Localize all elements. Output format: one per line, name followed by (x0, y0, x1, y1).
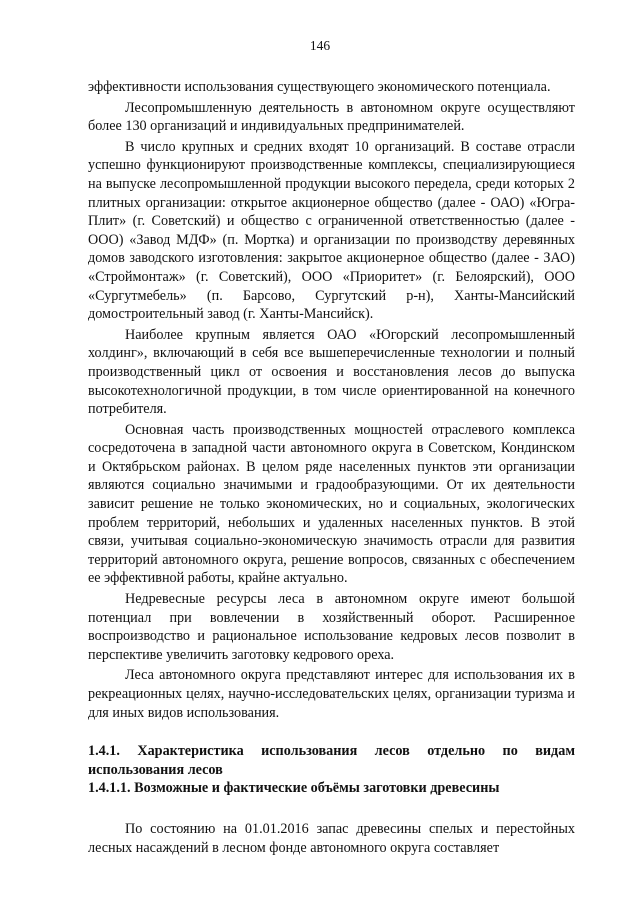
paragraph-non-timber-resources: Недревесные ресурсы леса в автономном округе имеют большой потенциал при вовлечении в хозяйственный оборот. Расширенное воспроизводство и рациональное использование кедровых лесов позволит в перспективе увеличить заготовку кедрового ореха. (88, 591, 575, 663)
paragraph-timber-stock: По состоянию на 01.01.2016 запас древесины спелых и перестойных лесных насаждений в лесном фонде автономного округа составляет (88, 820, 575, 856)
paragraph-timber-organizations: Лесопромышленную деятельность в автономном округе осуществляют более 130 организаций и индивидуальных предпринимателей. (88, 99, 575, 135)
paragraph-recreational-use: Леса автономного округа представляют интерес для использования их в рекреационных целях, научно-исследовательских целях, организации туризма и для иных видов использования. (88, 667, 575, 721)
page-number: 146 (309, 38, 331, 53)
paragraph-production-capacity: Основная часть производственных мощностей отраслевого комплекса сосредоточена в западной части автономного округа в Советском, Кондинском и Октябрьском районах. В целом ряде населенных пунктов эти организации являются социально значимыми и градообразующими. От их деятельности зависит решение не только экономических, но и социальных, экологических проблем территорий, небольших и удаленных населенных пунктов. В этой связи, учитывая социально-экономическую значимость отрасли для развития территорий автономного округа, решение вопросов, связанных с обеспечением ее эффективной работы, крайне актуально. (88, 421, 575, 587)
paragraph-continuation: эффективности использования существующего экономического потенциала. (88, 79, 551, 95)
paragraph-holding: Наиболее крупным является ОАО «Югорский лесопромышленный холдинг», включающий в себя все вышеперечисленные технологии и полный производственный цикл от освоения и восстановления лесов до выпуска высокотехнологичной продукции, в том числе ориентированной на конечного потребителя. (88, 326, 575, 418)
document-body (88, 78, 575, 859)
section-heading: 1.4.1. Характеристика использования лесов отдельно по видам использования лесов (88, 743, 575, 778)
subsection-heading: 1.4.1.1. Возможные и фактические объёмы заготовки древесины (88, 780, 500, 797)
paragraph-large-enterprises: В число крупных и средних входят 10 организаций. В составе отрасли успешно функционируют производственные комплексы, специализирующиеся на выпуске лесопромышленной продукции высокого передела, среди которых 2 плитных организации: открытое акционерное общество (далее - ОАО) «Югра-Плит» (г. Советский) и общество с ограниченной ответственностью (далее - ООО) «Завод МДФ» (п. Мортка) и организации по производству деревянных домов заводского изготовления: закрытое акционерное общество (далее - ЗАО) «Строймонтаж» (г. Советский), ООО «Приоритет» (г. Белоярский), ООО «Сургутмебель» (п. Барсово, Сургутский р-н), Ханты-Мансийский домостроительный завод (г. Ханты-Мансийск). (88, 138, 575, 323)
